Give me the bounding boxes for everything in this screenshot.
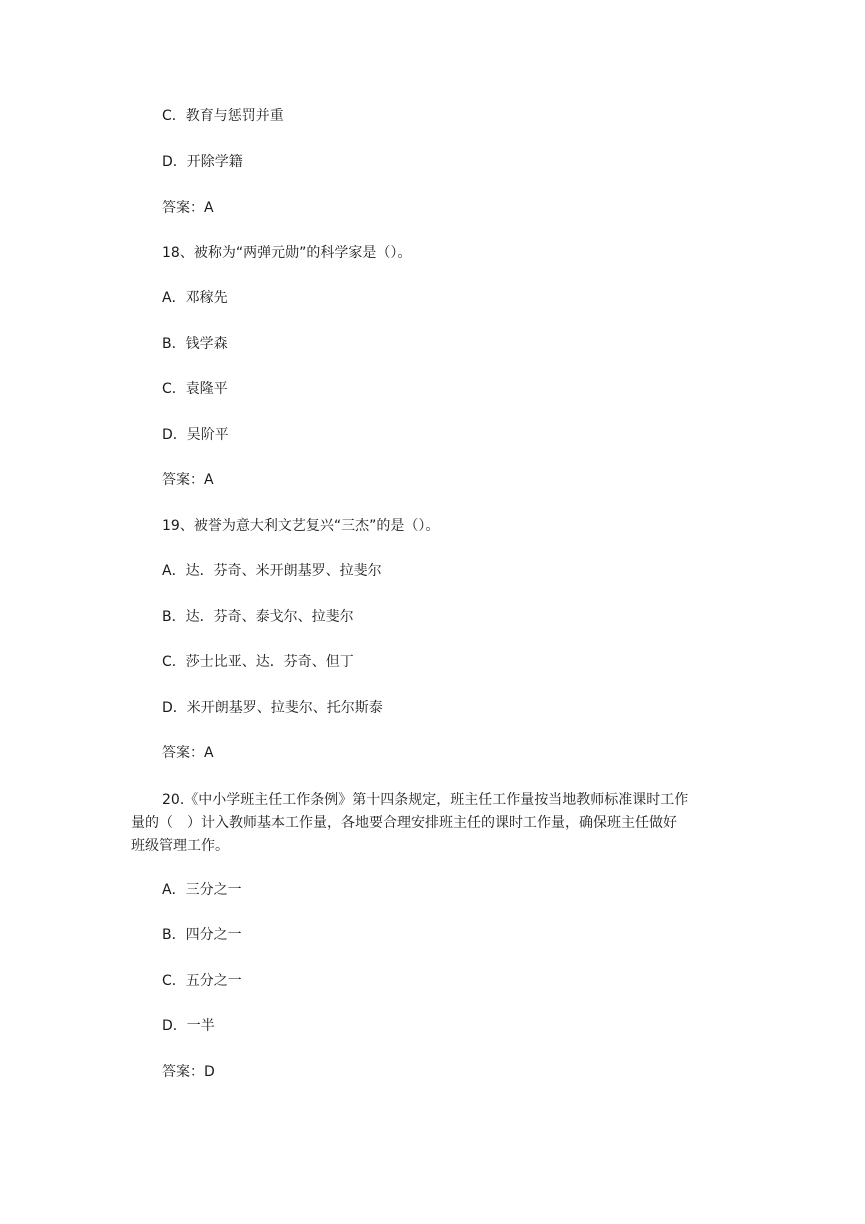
q19-stem: 19、被誉为意大利文艺复兴“三杰”的是（）。 xyxy=(162,518,440,534)
q19-option-c: C．莎士比亚、达．芬奇、但丁 xyxy=(162,654,354,670)
q20-stem-line-3: 班级管理工作。 xyxy=(131,838,229,854)
q18-answer: 答案：A xyxy=(162,472,214,488)
q20-stem-line-1: 20.《中小学班主任工作条例》第十四条规定，班主任工作量按当地教师标准课时工作 xyxy=(162,792,689,808)
q20-option-a: A．三分之一 xyxy=(162,882,242,898)
q18-option-a: A．邓稼先 xyxy=(162,290,228,306)
q19-answer: 答案：A xyxy=(162,745,214,761)
q17-option-d: D．开除学籍 xyxy=(162,154,243,170)
q19-option-b: B．达．芬奇、泰戈尔、拉斐尔 xyxy=(162,609,354,625)
q18-option-b: B．钱学森 xyxy=(162,336,228,352)
q17-answer: 答案：A xyxy=(162,200,214,216)
q19-option-d: D．米开朗基罗、拉斐尔、托尔斯泰 xyxy=(162,700,383,716)
q19-option-a: A．达．芬奇、米开朗基罗、拉斐尔 xyxy=(162,563,382,579)
q20-stem-line-2: 量的（ ）计入教师基本工作量，各地要合理安排班主任的课时工作量，确保班主任做好 xyxy=(131,815,677,831)
q18-stem: 18、被称为“两弹元勋”的科学家是（）。 xyxy=(162,245,412,261)
q17-option-c: C．教育与惩罚并重 xyxy=(162,108,284,124)
q20-answer: 答案：D xyxy=(162,1064,215,1080)
q18-option-d: D．吴阶平 xyxy=(162,427,229,443)
q18-option-c: C．袁隆平 xyxy=(162,381,228,397)
q20-option-b: B．四分之一 xyxy=(162,927,242,943)
q20-option-c: C．五分之一 xyxy=(162,973,242,989)
q20-option-d: D．一半 xyxy=(162,1018,215,1034)
